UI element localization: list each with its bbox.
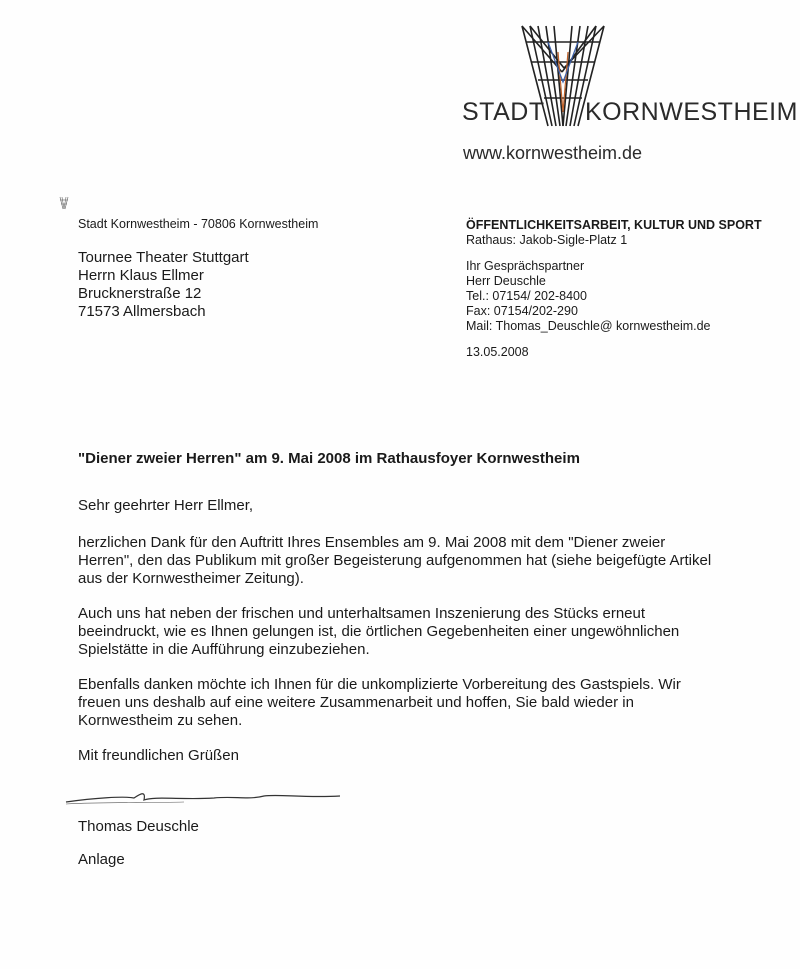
email: Mail: Thomas_Deuschle@ kornwestheim.de	[466, 319, 711, 333]
website-url: www.kornwestheim.de	[463, 143, 643, 163]
telephone: Tel.: 07154/ 202-8400	[466, 289, 587, 303]
handwritten-signature	[64, 782, 344, 810]
paragraph: Ebenfalls danken möchte ich Ihnen für die unkomplizierte Vorbereitung des Gastspiels. Wir freuen uns deshalb auf eine weitere Zusammenarbeit und hoffen, Sie bald wieder in Kornwestheim zu sehen.	[78, 676, 681, 729]
letter-body	[78, 497, 718, 765]
logo-text-stadt: STADT	[462, 98, 545, 126]
office-address: Rathaus: Jakob-Sigle-Platz 1	[466, 233, 628, 247]
paragraph: Auch uns hat neben der frischen und unterhaltsamen Inszenierung des Stücks erneut beeindruckt, wie es Ihnen gelungen ist, die örtlichen Gegebenheiten einer ungewöhnlichen Spielstätte in die Aufführung einzubeziehen.	[78, 605, 680, 658]
contact-name: Herr Deuschle	[466, 274, 546, 288]
subject-line: "Diener zweier Herren" am 9. Mai 2008 im Rathausfoyer Kornwestheim	[78, 450, 580, 467]
signer-name: Thomas Deuschle	[78, 818, 199, 835]
department: ÖFFENTLICHKEITSARBEIT, KULTUR UND SPORT	[466, 218, 762, 232]
recipient-line: Herrn Klaus Ellmer	[78, 267, 204, 284]
small-logo-icon	[59, 196, 69, 210]
recipient-line: Tournee Theater Stuttgart	[78, 249, 249, 266]
letter-date: 13.05.2008	[466, 345, 529, 359]
sender-line: Stadt Kornwestheim - 70806 Kornwestheim	[78, 217, 319, 231]
enclosure-note: Anlage	[78, 851, 125, 868]
recipient-line: Brucknerstraße 12	[78, 285, 202, 302]
contact-label: Ihr Gesprächspartner	[466, 259, 585, 273]
fax: Fax: 07154/202-290	[466, 304, 578, 318]
recipient-line: 71573 Allmersbach	[78, 303, 206, 320]
salutation: Sehr geehrter Herr Ellmer,	[78, 497, 254, 514]
recipient-address	[78, 249, 249, 321]
info-block	[466, 218, 766, 360]
logo-text-kornwestheim: KORNWESTHEIM	[585, 98, 798, 126]
paragraph: herzlichen Dank für den Auftritt Ihres Ensembles am 9. Mai 2008 mit dem "Diener zweier Herren", den das Publikum mit großer Begeisterung aufgenommen hat (siehe beigefügte Artikel aus der Kornwestheimer Zeitung).	[78, 534, 712, 587]
closing: Mit freundlichen Grüßen	[78, 747, 239, 764]
